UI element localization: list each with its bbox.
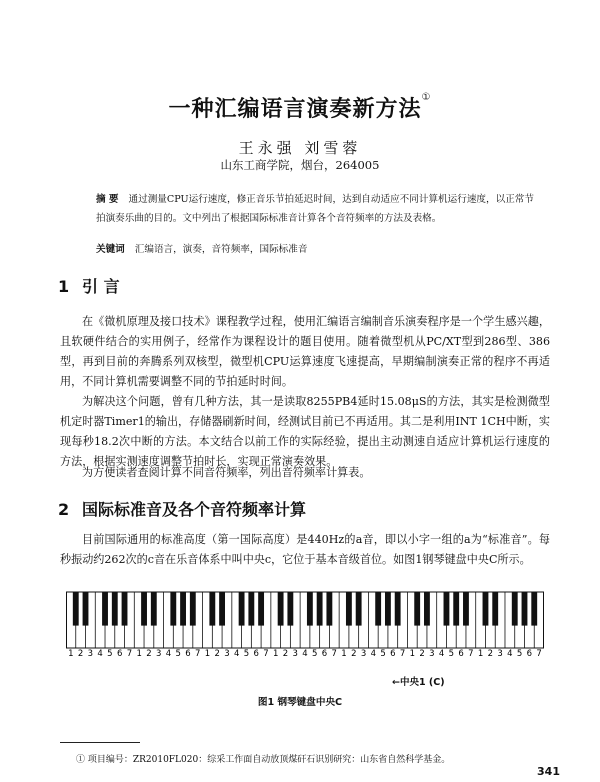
black-key: [219, 592, 225, 626]
key-number-label: 4: [302, 649, 308, 659]
footnote: ① 项目编号：ZR2010FL020：综采工作面自动放顶煤矸石识别研究：山东省自然科学基金。: [76, 755, 451, 765]
black-key: [307, 592, 313, 626]
key-number-label: 7: [194, 649, 201, 659]
key-number-label: 1: [273, 649, 279, 659]
black-key: [239, 592, 245, 626]
black-key: [385, 592, 391, 626]
black-key: [453, 592, 459, 626]
black-key: [326, 592, 332, 626]
black-key: [278, 592, 284, 626]
paper-title: [0, 92, 600, 123]
section-number: 2: [58, 500, 70, 519]
key-number-label: 2: [77, 649, 84, 659]
paragraph-2-1: 目前国际通用的标准高度（第一国际高度）是440Hz的a音，即以小字一组的a为“标准音”。每秒振动约262次的c音在乐音体系中叫中央c，它位于基本音级首位。如图1钢琴键盘中央C所示。: [60, 533, 550, 566]
key-number-label: 5: [448, 649, 455, 659]
key-number-label: 1: [204, 649, 211, 659]
key-number-label: 6: [390, 649, 396, 659]
paragraph-1-3: 为方便读者查阅计算不同音符频率，列出音符频率计算表。: [82, 466, 371, 479]
key-number-label: 6: [458, 649, 464, 659]
key-number-label: 1: [409, 649, 416, 659]
arrow-left-icon: ←: [392, 677, 400, 688]
abstract-label: 摘 要: [96, 194, 119, 205]
black-key: [102, 592, 108, 626]
key-number-label: 7: [536, 649, 542, 659]
black-key: [170, 592, 176, 626]
key-number-label: 3: [292, 649, 298, 659]
authors: 王永强 刘雪蓉: [238, 139, 362, 157]
annotation-text: 中央1 (C): [399, 677, 445, 688]
piano-keyboard-figure: [66, 590, 544, 660]
black-key: [151, 592, 157, 626]
key-number-label: 7: [126, 649, 133, 659]
key-number-label: 4: [507, 649, 513, 659]
black-key: [317, 592, 323, 626]
abstract-text: 通过测量CPU运行速度，修正音乐节拍延迟时间，达到自动适应不同计算机运行速度，以正常节拍演奏乐曲的目的。文中列出了根据国际标准音计算各个音符频率的方法及表格。: [96, 194, 534, 224]
black-key: [522, 592, 528, 626]
paragraph-1-1: 在《微机原理及接口技术》课程教学过程，使用汇编语言编制音乐演奏程序是一个学生感兴趣，且软硬件结合的实用例子，经常作为课程设计的题目使用。随着微型机从PC/XT型到286型、386型，再到目前的奔腾系列双核型，微型机CPU运算速度飞速提高，早期编制演奏正常的程序不再适用，不同计算机需要调整不同的节拍延时时间。: [60, 315, 550, 388]
key-number-label: 3: [155, 649, 162, 659]
black-key: [73, 592, 79, 626]
key-number-label: 6: [185, 649, 191, 659]
black-key: [414, 592, 420, 626]
black-key: [248, 592, 254, 626]
key-number-label: 4: [370, 649, 376, 659]
key-number-label: 2: [487, 649, 494, 659]
black-key: [531, 592, 537, 626]
key-number-label: 4: [97, 649, 103, 659]
paragraph-1-2: 为解决这个问题，曾有几种方法，其一是读取8255PB4延时15.08μS的方法，其实是检测微型机定时器Timer1的输出，存储器刷新时间，经测试目前已不再适用。其二是利用INT 1CH中断，实现每秒18.2次中断的方法。本文结合以前工作的实际经验，提出主动测速自适应计算机运行速度的方法，根据实测速度调整节拍时长，实现正常演奏效果。: [60, 395, 551, 468]
key-number-label: 3: [497, 649, 503, 659]
key-number-label: 7: [263, 649, 269, 659]
title-footnote-mark: ①: [421, 92, 432, 103]
key-number-label: 3: [224, 649, 230, 659]
black-key: [190, 592, 196, 626]
key-number-label: 6: [526, 649, 533, 659]
middle-c-annotation: [392, 674, 512, 688]
key-number-label: 6: [321, 649, 328, 659]
section-1-heading: [58, 274, 120, 297]
key-number-label: 2: [146, 649, 152, 659]
key-number-label: 6: [253, 649, 259, 659]
key-number-label: 7: [399, 649, 406, 659]
key-number-label: 1: [136, 649, 142, 659]
key-number-label: 7: [468, 649, 474, 659]
key-number-label: 5: [175, 649, 181, 659]
key-number-label: 6: [116, 649, 123, 659]
section-title: 国际标准音及各个音符频率计算: [82, 500, 307, 519]
key-number-label: 5: [243, 649, 250, 659]
key-number-label: 2: [214, 649, 220, 659]
key-number-label: 5: [380, 649, 386, 659]
section-2-heading: [58, 497, 306, 520]
black-key: [356, 592, 362, 626]
title-text: 一种汇编语言演奏新方法: [168, 97, 422, 122]
black-key: [463, 592, 469, 626]
black-key: [83, 592, 89, 626]
key-number-label: 3: [429, 649, 435, 659]
key-number-label: 1: [341, 649, 347, 659]
black-key: [209, 592, 215, 626]
black-key: [424, 592, 430, 626]
key-number-label: 2: [351, 649, 357, 659]
key-number-label: 5: [107, 649, 113, 659]
page-number: 341: [537, 765, 560, 778]
key-number-label: 4: [438, 649, 445, 659]
black-key: [112, 592, 118, 626]
black-key: [395, 592, 401, 626]
black-key: [180, 592, 186, 626]
keywords: [96, 241, 536, 255]
key-number-label: 1: [68, 649, 74, 659]
key-number-label: 3: [87, 649, 94, 659]
black-key: [141, 592, 147, 626]
key-number-label: 4: [165, 649, 172, 659]
black-key: [346, 592, 352, 626]
black-key: [444, 592, 450, 626]
key-number-label: 4: [234, 649, 240, 659]
keyboard-frame: [67, 592, 544, 648]
key-number-label: 2: [282, 649, 289, 659]
key-number-label: 5: [312, 649, 318, 659]
key-number-label: 3: [360, 649, 367, 659]
black-key: [122, 592, 128, 626]
figure-caption: 图1 钢琴键盘中央C: [257, 697, 343, 708]
black-key: [375, 592, 381, 626]
section-number: 1: [58, 277, 70, 296]
footnote-rule: [60, 742, 140, 743]
keywords-text: 汇编语言，演奏，音符频率，国际标准音: [134, 244, 308, 255]
abstract: [96, 190, 536, 228]
black-key: [287, 592, 293, 626]
key-number-label: 7: [331, 649, 337, 659]
affiliation: 山东工商学院，烟台，264005: [220, 158, 380, 172]
black-key: [512, 592, 518, 626]
keywords-label: 关键词: [96, 244, 125, 255]
black-key: [258, 592, 264, 626]
section-title: 引 言: [82, 277, 120, 296]
key-number-label: 1: [477, 649, 484, 659]
black-key: [492, 592, 498, 626]
black-key: [483, 592, 489, 626]
key-number-label: 5: [516, 649, 523, 659]
key-number-label: 2: [419, 649, 425, 659]
